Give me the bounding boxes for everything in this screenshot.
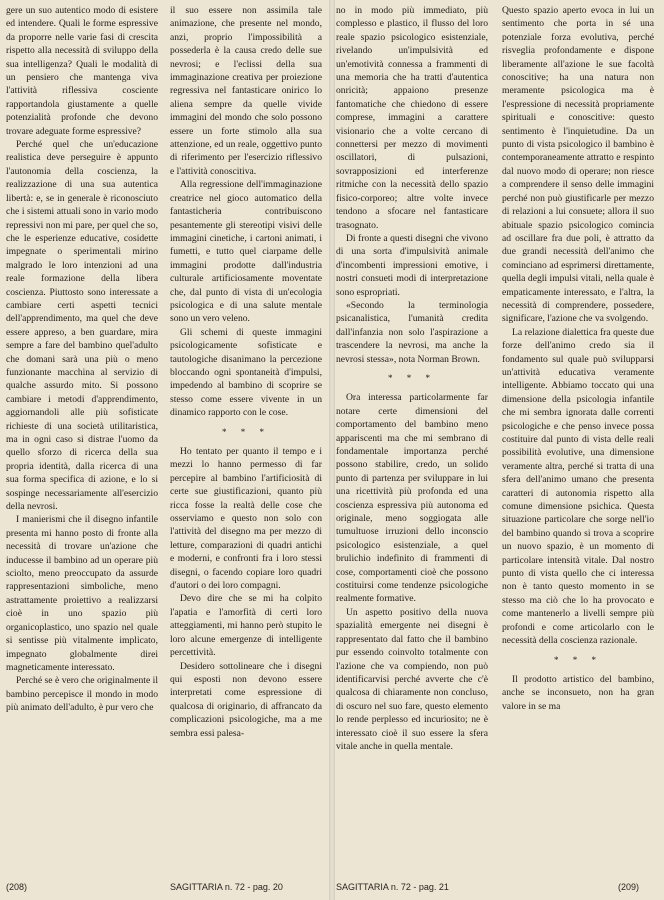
paragraph: Desidero sottolineare che i disegni qui esposti non devono essere interpretati come espressione di qualcosa di originario, di affrancato da complicazioni psicologiche, ma a me sembra essi palesa- [170, 660, 322, 739]
paragraph: Di fronte a questi disegni che vivono di una sorta d'impulsività animale d'incombenti impressioni emotive, i nostri consueti modi di interpretazione sono espropriati. [336, 232, 488, 298]
paragraph: Devo dire che se mi ha colpito l'apatia e l'amorfità di certi loro atteggiamenti, mi hanno però stupito le loro alcune emergenze di intelligente percettività. [170, 593, 322, 659]
running-head-right: SAGITTARIA n. 72 - pag. 21 [336, 882, 449, 892]
page-number-left: (208) [6, 882, 28, 892]
section-separator: * * * [554, 654, 602, 665]
paragraph: Ora interessa particolarmente far notare certe dimensioni del comportamento del bambino meno appariscenti ma che mi sembrano di fondamentale importanza perché possono stabilire, credo, un solido punto di partenza per sviluppare in lui una ricettività più profonda ed una coscienza espressiva più autonoma ed originale, meno soggiogata alle tumultuose irruzioni dello inconscio psicologico esistenziale, a quel brulichio indefinito di frammenti di cose, comportamenti cioè che possono costituirsi come tendenze psicologiche realmente formative. [336, 392, 488, 605]
paragraph: La relazione dialettica fra queste due forze dell'animo credo sia il fondamento sul quale può svilupparsi un'attività educativa veramente intelligente. Abbiamo toccato qui una dimensione della psicologia infantile che mi sembra ignorata dalle correnti psicologiche e che penso invece possa costituire dal punto di vista delle reali possibilità evolutive, una dimensione veramente altra, perché si tratta di una sfera dell'animo umano che presenta caratteri di autonomia rispetto alla comune dimensione psichica. Questa situazione particolare che sorge nell'io del bambino quando si trova a scoprire un nuovo spazio, è un momento di particolare intensità vitale. Dal nostro punto di vista quello che ci interessa non è tanto questo momento in se stesso ma ciò che lo ha provocato e come mantenerlo a livelli sempre più profondi e come articolarlo con le necessità della coscienza razionale. [502, 326, 654, 647]
paragraph: il suo essere non assimila tale animazione, che presente nel mondo, anzi, proprio l'impossibilità a possederla è la causa credo delle sue nevrosi; e l'eclissi della sua immaginazione creativa per proiezione regressiva nel fantasticare onirico lo aliena sempre da quelle vivide immagini del mondo che solo possono essere un forte stimolo alla sua attenzione, ed un reale, oggettivo punto di riferimento per l'esercizio riflessivo e l'attività conoscitiva. [170, 5, 322, 177]
paragraph: Ho tentato per quanto il tempo e i mezzi lo hanno permesso di far percepire al bambino l'artificiosità di certe sue giustificazioni, quanto più ricca fosse la realtà delle cose che osserviamo e questo non solo con l'attività del disegno ma per mezzo di letture, comparazioni di quadri antichi e moderni, e confronti fra i loro stessi disegni, o facendo copiare loro quadri d'autori o dei loro compagni. [170, 446, 322, 592]
left-column-1 [6, 4, 158, 874]
right-column-1 [336, 4, 488, 874]
paragraph: Perché se è vero che originalmente il bambino percepisce il mondo in modo più animato dell'adulto, è pur vero che [6, 675, 158, 714]
paragraph: Il prodotto artistico del bambino, anche se inconsueto, non ha gran valore in se ma [502, 673, 654, 712]
paragraph: Alla regressione dell'immaginazione creatrice nel gioco automatico della fantasticheria contribuiscono pesantemente gli stereotipi visivi delle immagini cinetiche, i cartoni animati, i fumetti, e tutto quel ciarpame delle immagini prodotte dall'industria culturale artificiosamente moventate che, dal punto di vista di un'ecologia psicologica e di una salute mentale sono un vero veleno. [170, 179, 322, 325]
paragraph: no in modo più immediato, più complesso e plastico, il flusso del loro reale spazio psicologico esistenziale, rivelando un'impulsività ed un'emotività connessa a frammenti di una memoria che ha tratti d'autentica onricità; appaiono presenze fantomatiche che chiedono di essere comprese, immagini a carattere visionario che a volte cercano di connettersi per mezzo di movimenti oscillatori, di pulsazioni, sovrapposizioni ed interferenze ritmiche con la necessità dello spazio fisico-corporeo; altre volte invece tendono a sfocare nel fantasticare trasognato. [336, 5, 488, 231]
paragraph: Un aspetto positivo della nuova spazialità emergente nei disegni è rappresentato dal fatto che il bambino pur essendo coinvolto totalmente con l'azione che va compiendo, non può identificarvisi perché avverte che c'è qualcosa di chiaramente non concluso, di oscuro nel suo fare, questo elemento lo rende perplesso ed incuriosito; ne è interessato cioè il suo essere la sfera vitale anche in quella mentale. [336, 606, 488, 752]
section-separator: * * * [388, 372, 436, 383]
page-number-right: (209) [618, 882, 640, 892]
right-page [332, 0, 664, 900]
paragraph: gere un suo autentico modo di esistere ed intendere. Quali le forme espressive da proporre nelle varie fasi di crescita rispetto alla necessità di sviluppo della sua intelligenza? Quali le modalità di un pensiero che mantenga viva l'attività riflessiva cosciente rapportandola giustamente a quelle potenzialità profonde che devono trovare adeguate forme espressive? [6, 5, 158, 137]
paragraph: Gli schemi di queste immagini psicologicamente sofisticate e tautologiche disanimano la percezione bloccando ogni spontaneità d'impulsi, impedendo al bambino di scoprire se stesso come essere vivente in un dinamico rapporto con le cose. [170, 326, 322, 419]
section-separator: * * * [222, 426, 270, 437]
left-column-2 [170, 4, 322, 874]
running-head-left: SAGITTARIA n. 72 - pag. 20 [170, 882, 283, 892]
paragraph: Questo spazio aperto evoca in lui un sentimento che porta in sé una potenziale forza evolutiva, perché risveglia profondamente e dispone liberamente all'azione le sue facoltà conoscitive; ha una natura non meramente psicologica ma è l'espressione di necessità propriamente spirituali e conoscitive: questo sentimento è l'inquietudine. Da un punto di vista psicologico il bambino è contemporaneamente attratto e respinto dal nuovo modo di operare; non riesce a comprendere il senso delle immagini perché non può giustificarle per mezzo di relazioni a lui consuete; allora il suo abituale spazio psicologico comincia ad oscillare fra due poli, è attratto da due grandi necessità dell'animo che cominciano ad esprimersi direttamente, quella degli impulsi vitali, nella quale è empaticamente interessato, e l'altra, la necessità di comprendere, possedere, significare, l'azione che va svolgendo. [502, 5, 654, 325]
paragraph: I manierismi che il disegno infantile presenta mi hanno posto di fronte alla necessità di trovare un'azione che inducesse il bambino ad un operare più sciolto, meno preoccupato da assurde rappresentazioni simboliche, meno astrattamente proiettivo a realizzarsi cioè in uno spazio più organicoplastico, uno spazio nel quale si sentisse più vitalmente implicato, impegnato globalmente direi magneticamente interessato. [6, 514, 158, 673]
right-column-2 [502, 4, 654, 874]
paragraph: «Secondo la terminologia psicanalistica, l'umanità credita dall'infanzia non solo l'aspirazione a trascendere la nevrosi, ma anche la nevrosi stessa», nota Norman Brown. [336, 299, 488, 365]
paragraph: Perché quel che un'educazione realistica deve perseguire è appunto l'autonomia della coscienza, la realizzazione di una sua autentica libertà: e, se in generale è riconosciuto che i sistemi attuali sono in vario modo repressivi non mi pare, per quel che so, che le esperienze educative, cosidette impegnate o sperimentali mirino malgrado le loro intenzioni ad una reale formazione della libera coscienza. Piuttosto sono interessate a cambiare certi aspetti tecnici dell'apprendimento, ma quel che deve essere appreso, a ben guardare, mira sempre a fare del bambino quel'adulto che domani sarà una più o meno funzionante macchina al servizio di qualche assurdo mito. Si possono cambiare i metodi d'apprendimento, aggiornandoli alle più sofisticate richieste di una società utilitaristica, ma in ogni caso si distrae l'uomo da quello sforzo di ricerca della sua propria identità, dalla ricerca di una sua forma specifica di azione, e lo si sospinge necessariamente all'esercizio della nevrosi. [6, 139, 158, 513]
